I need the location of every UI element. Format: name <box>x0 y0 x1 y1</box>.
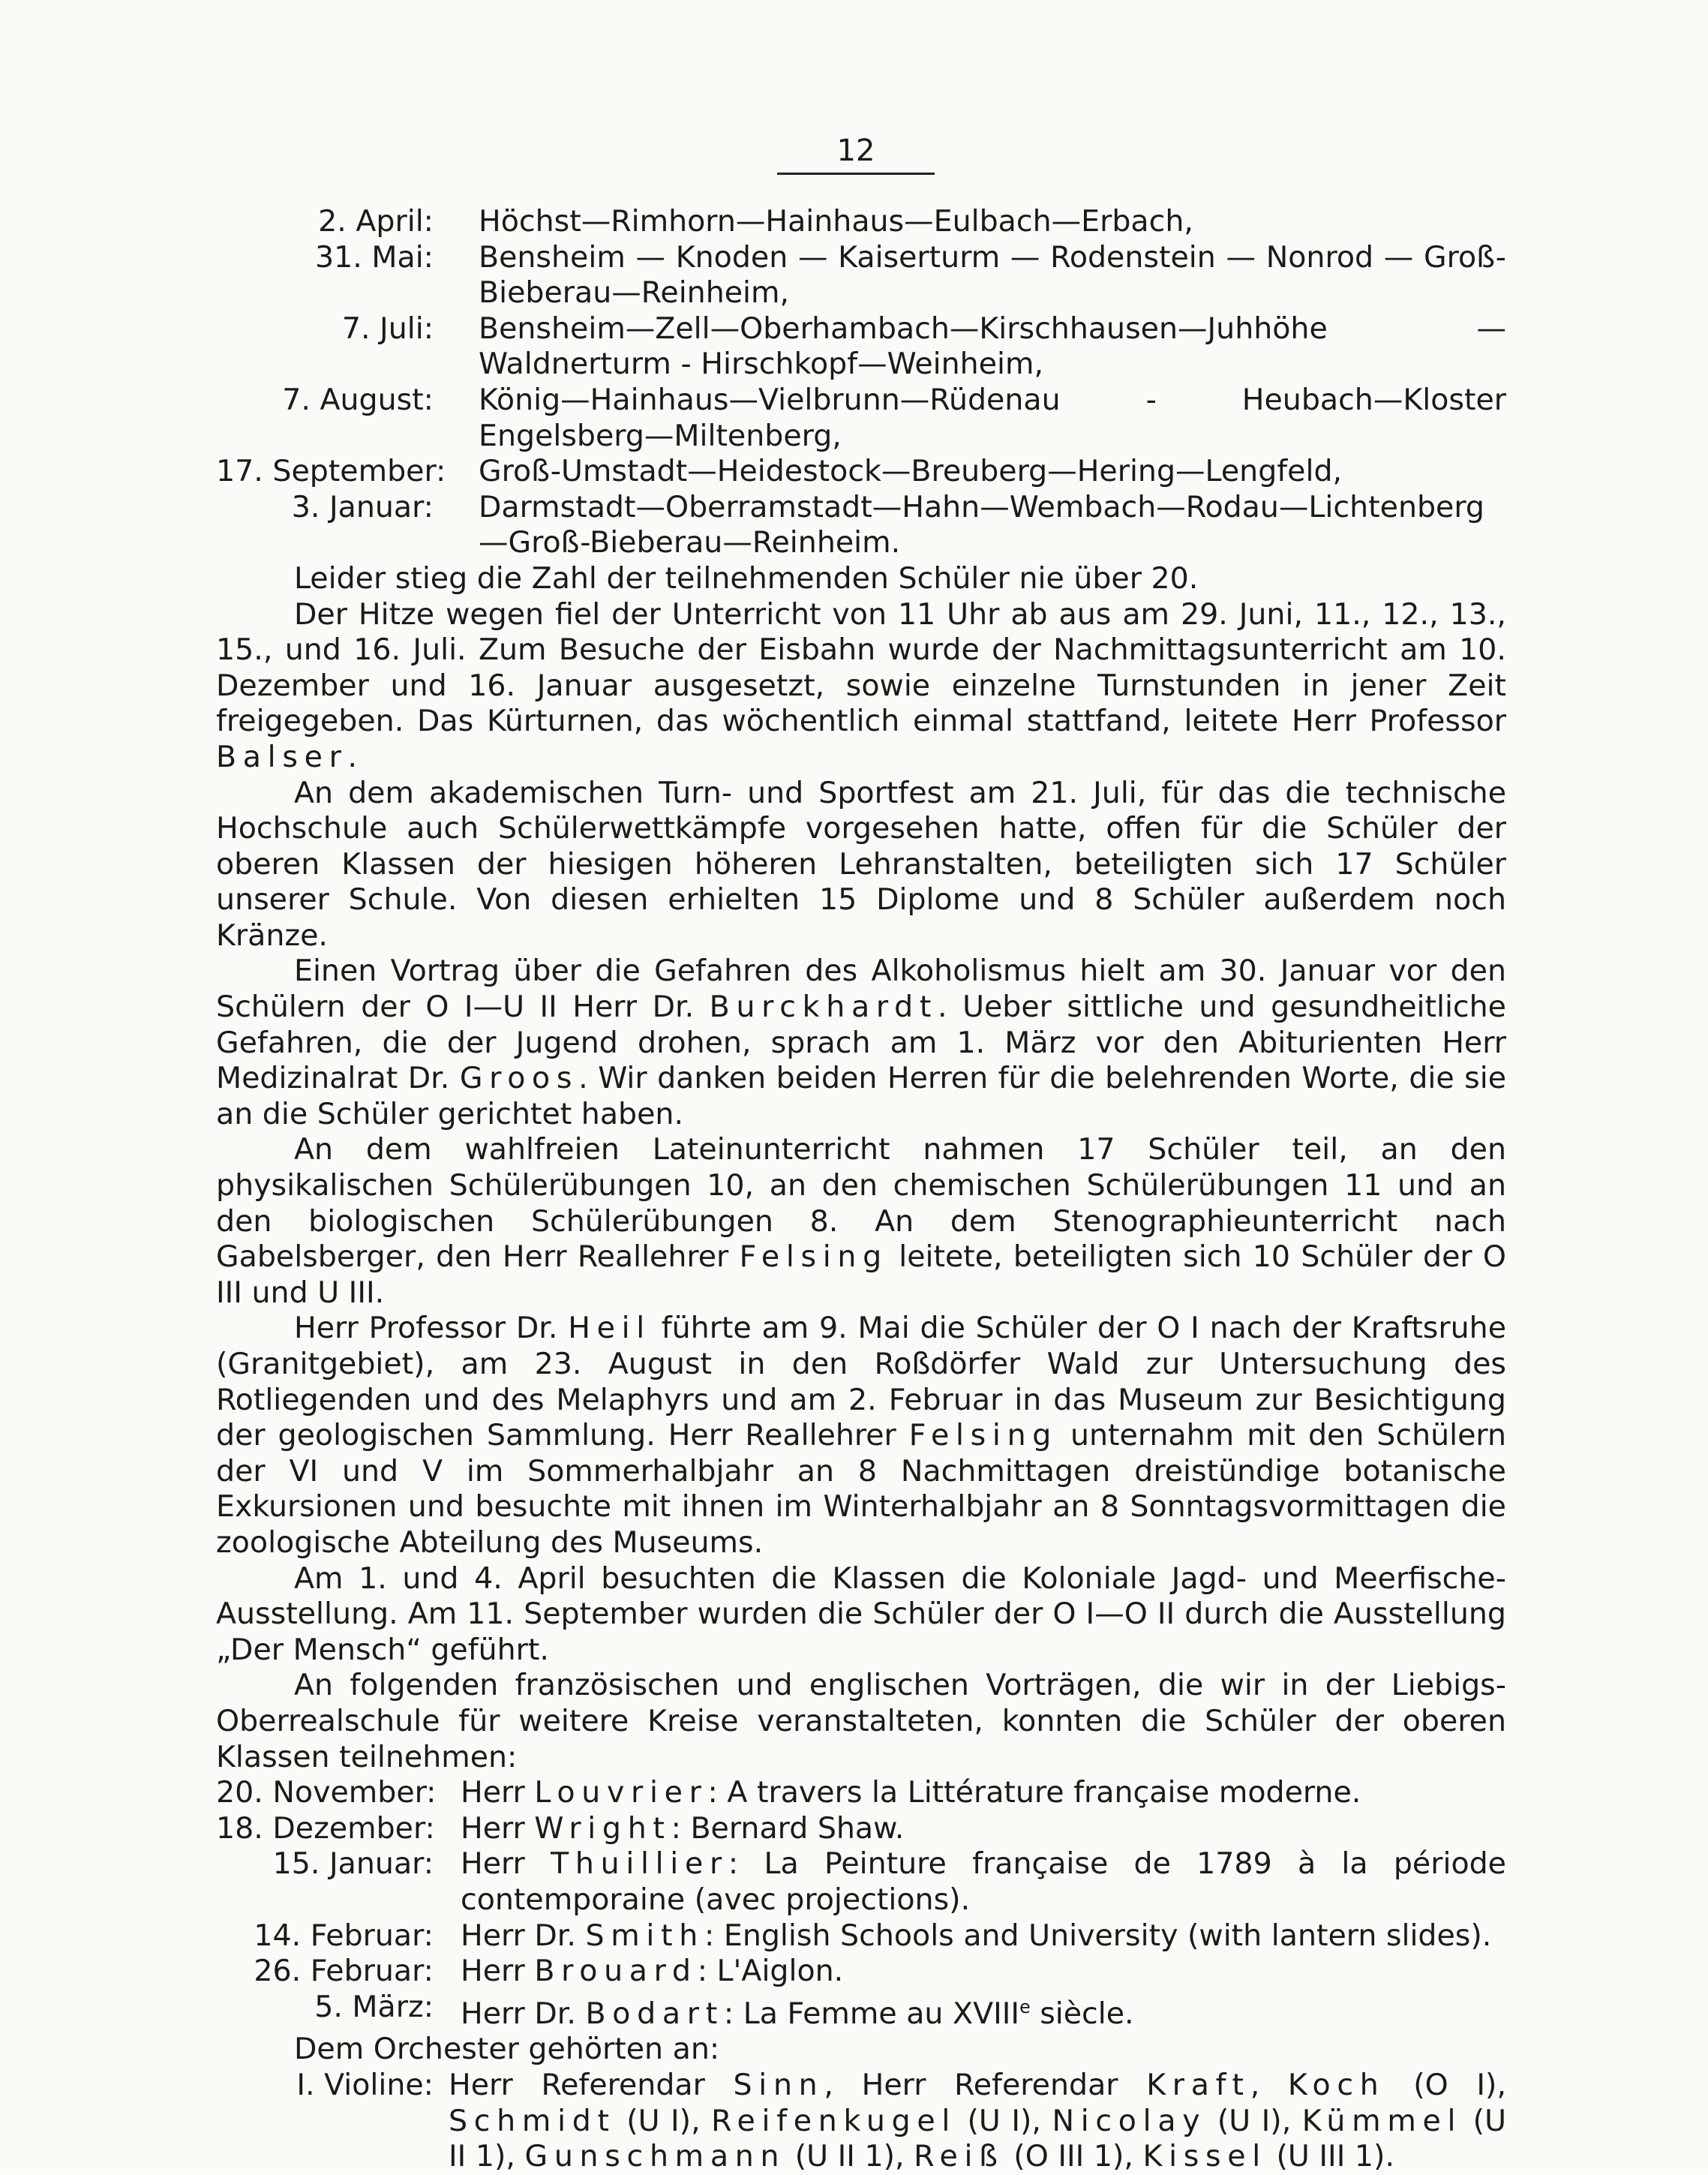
text: Herr <box>461 1810 535 1846</box>
excursion-date: 7. August: <box>282 382 434 417</box>
excursion-date: 2. April: <box>318 204 434 239</box>
lecture-date: 5. März: <box>314 1989 434 2024</box>
orchestra-members <box>449 2068 1506 2175</box>
text: leitete, beteiligten sich 10 Schüler der O III und U III. <box>216 1239 1506 1310</box>
text: führte am 9. Mai die Schüler der O I nach der Kraftsruhe (Granitgebiet), am 23. August in den Roßdörfer Wald zur Untersuchung des Rotliegenden und des Melaphyrs und am 2. Februar in das Museum zur Besichtigung der geologischen Sammlung. Herr Reallehrer <box>216 1311 1507 1453</box>
speaker-name: Bodart <box>585 1996 724 2031</box>
text: Herr <box>461 1775 535 1810</box>
excursion-route: Bensheim — Knoden — Kaiserturm — Rodenstein — Nonrod — Groß-Bieberau—Reinheim, <box>479 239 1506 311</box>
person-name: Felsing <box>908 1418 1058 1453</box>
speaker-name: Brouard <box>534 1954 698 1989</box>
lecture-row <box>216 1954 1506 1990</box>
paragraph-sports-festival: An dem akademischen Turn- und Sportfest am 21. Juli, für das die technische Hochschule auch Schülerwettkämpfe vorgesehen hatte, offen für die Schüler der oberen Klassen der hiesigen höheren Lehranstalten, beteiligten sich 17 Schüler unserer Schule. Von diesen erhielten 15 Diplome und 8 Schüler außerdem noch Kränze. <box>216 775 1506 953</box>
text: An dem wahlfreien Lateinunterricht nahmen 17 Schüler teil, an den physikalischen Schülerübungen 10, an den chemischen Schülerübungen 11 und an den biologischen Schülerübungen 8. An dem Stenographieunterricht nach Gabelsberger, den Herr Reallehrer <box>216 1132 1506 1275</box>
member-name: Kraft <box>1146 2068 1250 2103</box>
lecture-row <box>216 1775 1506 1811</box>
excursion-route: Bensheim—Zell—Oberhambach—Kirschhausen—Juhhöhe — Waldnerturm - Hirschkopf—Weinheim, <box>479 311 1506 382</box>
lecture-text <box>461 1954 1506 1990</box>
excursion-row <box>216 204 1506 240</box>
lecture-text <box>461 1990 1506 2032</box>
text: . Ueber sittliche und gesundheitliche Gefahren, die der Jugend drohen, sprach am 1. März vor den Abiturienten Herr Medizinalrat Dr. <box>216 990 1506 1096</box>
excursion-date: 3. Januar: <box>291 489 434 524</box>
text: (O III 1), <box>1004 2139 1143 2174</box>
excursion-row <box>216 311 1506 383</box>
excursion-route: Darmstadt—Oberramstadt—Hahn—Wembach—Rodau—Lichtenberg—Groß-Bieberau—Reinheim. <box>479 489 1484 560</box>
member-name: Sinn <box>733 2068 824 2103</box>
lecture-date: 26. Februar: <box>254 1954 434 1989</box>
person-name: Groos <box>459 1061 579 1096</box>
text: Der Hitze wegen fiel der Unterricht von 11 Uhr ab aus am 29. Juni, 11., 12., 13., 15., und 16. Juli. Zum Besuche der Eisbahn wurde der Nachmittagsunterricht am 10. Dezember und 16. Januar ausgesetzt, sowie einzelne Turnstunden in jener Zeit freigegeben. Das Kürturnen, das wöchentlich einmal stattfand, leitete Herr Professor <box>216 596 1506 739</box>
text: Herr Dr. <box>461 1918 586 1953</box>
excursion-route: Höchst—Rimhorn—Hainhaus—Eulbach—Erbach, <box>479 204 1193 239</box>
lecture-title: : L'Aiglon. <box>697 1954 844 1989</box>
member-name: Schmidt <box>449 2103 616 2138</box>
member-name: Kissel <box>1142 2139 1267 2174</box>
lecture-text <box>461 1811 1506 1847</box>
person-name: Burckhardt <box>709 990 938 1025</box>
excursion-list <box>216 204 1506 561</box>
orchestra-row <box>216 2068 1506 2175</box>
text: , <box>1250 2068 1288 2103</box>
person-name: Balser <box>216 739 348 774</box>
lecture-date: 18. Dezember: <box>216 1810 435 1846</box>
excursion-route: Groß-Umstadt—Heidestock—Breuberg—Hering—Lengfeld, <box>479 454 1343 489</box>
paragraph-lectures-health <box>216 954 1506 1132</box>
text: Herr Professor Dr. <box>294 1311 569 1346</box>
paragraph-orchestra-intro: Dem Orchester gehörten an: <box>294 2032 720 2067</box>
lecture-title: : La Femme au XVIII <box>723 1996 1020 2031</box>
member-name: Nicolay <box>1052 2103 1207 2138</box>
lecture-title: : La Peinture française de 1789 à la période contemporaine (avec projections). <box>461 1846 1506 1917</box>
text: Einen Vortrag über die Gefahren des Alkoholismus hielt am 30. Januar vor den Schülern der O I—U II Herr Dr. <box>216 954 1506 1025</box>
lecture-row <box>216 1990 1506 2032</box>
excursion-row <box>216 240 1506 311</box>
text: Herr Dr. <box>461 1996 586 2031</box>
speaker-name: Louvrier <box>534 1775 708 1810</box>
speaker-name: Smith <box>585 1918 704 1953</box>
text: Herr Referendar <box>449 2068 734 2103</box>
member-name: Koch <box>1287 2068 1385 2103</box>
text: (U II 1), <box>449 2103 1506 2174</box>
member-name: Reifenkugel <box>711 2103 956 2138</box>
text: (U I), <box>615 2103 712 2138</box>
lecture-title-end: siècle. <box>1030 1996 1134 2031</box>
member-name: Kümmel <box>1301 2103 1463 2138</box>
excursion-row <box>216 383 1506 454</box>
paragraph-heat-holidays <box>216 597 1506 776</box>
text: (U II 1), <box>785 2139 914 2174</box>
lecture-row <box>216 1811 1506 1847</box>
text: Herr <box>461 1846 551 1882</box>
text: . <box>347 739 358 774</box>
text: unternahm mit den Schülern der VI und V im Sommerhalbjahr an 8 Nachmittagen dreistündige botanische Exkursionen und besuchte mit ihnen im Winterhalbjahr an 8 Sonntagsvormittagen die zoologische Abteilung des Museums. <box>216 1418 1506 1560</box>
member-name: Gunschmann <box>524 2139 786 2174</box>
orchestra-section: I. Violine: <box>296 2068 434 2103</box>
lecture-date: 15. Januar: <box>272 1846 434 1882</box>
text: Herr <box>461 1954 535 1989</box>
lecture-row <box>216 1918 1506 1954</box>
lecture-text <box>461 1846 1506 1918</box>
excursion-date: 7. Juli: <box>341 311 434 346</box>
text: (U III 1). <box>1266 2139 1395 2174</box>
lecture-date: 14. Februar: <box>254 1918 434 1953</box>
member-name: Reiß <box>914 2139 1004 2174</box>
speaker-name: Wright <box>534 1810 671 1846</box>
text: (U I), <box>956 2103 1052 2138</box>
excursion-row <box>216 490 1506 561</box>
person-name: Heil <box>568 1311 651 1346</box>
page-body <box>216 204 1506 2175</box>
lecture-list <box>216 1775 1506 2032</box>
excursion-row <box>216 454 1506 490</box>
lecture-title: : Bernard Shaw. <box>671 1810 905 1846</box>
text: (O I), <box>1385 2068 1506 2103</box>
excursion-date: 31. Mai: <box>315 239 434 275</box>
lecture-date: 20. November: <box>216 1775 437 1810</box>
page-number: 12 <box>777 134 935 175</box>
paragraph-exhibitions: Am 1. und 4. April besuchten die Klassen die Koloniale Jagd- und Meerfische-Ausstellung. Am 11. September wurden die Schüler der O I—O II durch die Ausstellung „Der Mensch“ geführt. <box>216 1561 1506 1667</box>
paragraph-electives <box>216 1132 1506 1311</box>
speaker-name: Thuillier <box>551 1846 728 1882</box>
text: , Herr Referendar <box>824 2068 1147 2103</box>
lecture-title: : English Schools and University (with lantern slides). <box>704 1918 1492 1953</box>
paragraph-participants: Leider stieg die Zahl der teilnehmenden Schüler nie über 20. <box>294 560 1199 596</box>
lecture-row <box>216 1846 1506 1918</box>
excursion-date: 17. September: <box>216 454 446 489</box>
lecture-text <box>461 1918 1506 1954</box>
paragraph-field-trips <box>216 1311 1506 1561</box>
superscript: e <box>1019 1996 1031 2017</box>
person-name: Felsing <box>739 1239 888 1275</box>
text: (U I), <box>1206 2103 1302 2138</box>
paragraph-foreign-lectures: An folgenden französischen und englischen Vorträgen, die wir in der Liebigs-Oberrealschule für weitere Kreise veranstalteten, konnten die Schüler der oberen Klassen teilnehmen: <box>216 1668 1506 1774</box>
excursion-route: König—Hainhaus—Vielbrunn—Rüdenau - Heubach—Kloster Engelsberg—Miltenberg, <box>479 382 1506 453</box>
lecture-title: : A travers la Littérature française moderne. <box>707 1775 1361 1810</box>
lecture-text <box>461 1775 1506 1811</box>
text: . Wir danken beiden Herren für die belehrenden Worte, die sie an die Schüler gerichtet haben. <box>216 1061 1507 1131</box>
